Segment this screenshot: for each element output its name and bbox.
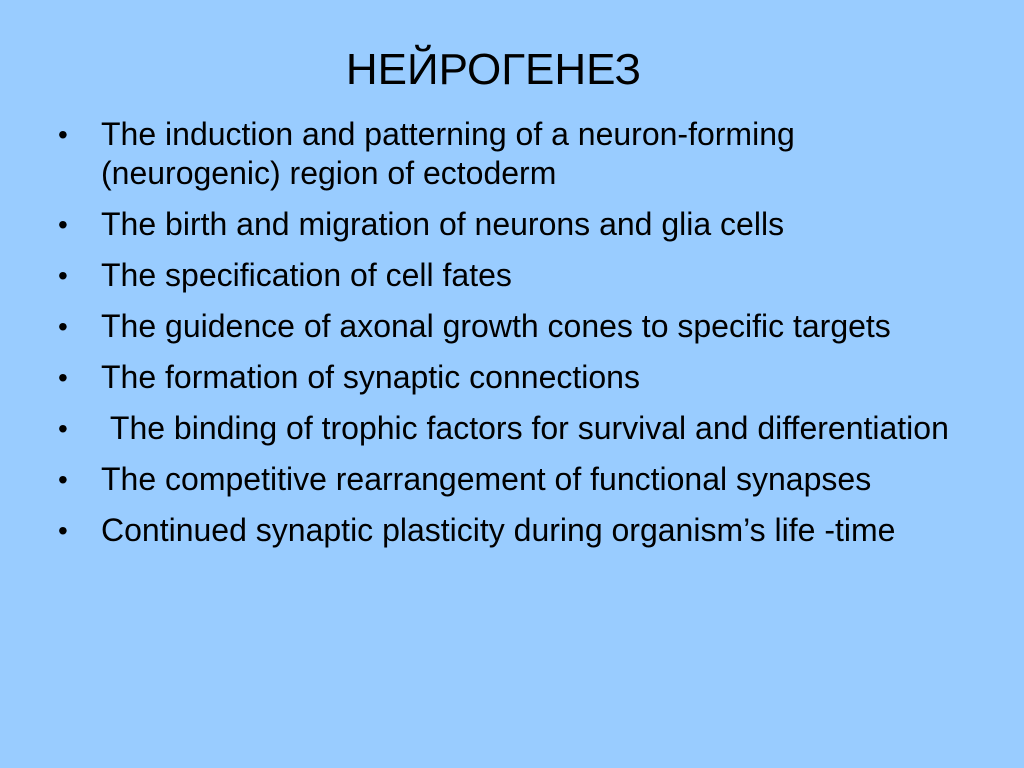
bullet-text: The guidence of axonal growth cones to specific targets <box>101 308 891 344</box>
bullet-item-competitive-rearrangement <box>58 460 978 499</box>
bullet-item-cell-fates <box>58 256 978 295</box>
bullet-item-induction <box>58 115 978 193</box>
bullet-icon: • <box>58 464 68 495</box>
bullet-icon: • <box>58 209 68 240</box>
bullet-text: The birth and migration of neurons and glia cells <box>101 206 785 242</box>
bullet-list <box>58 115 978 550</box>
bullet-item-synaptic-connections <box>58 358 978 397</box>
bullet-text: The specification of cell fates <box>101 257 512 293</box>
bullet-text: The induction and patterning of a neuron-forming (neurogenic) region of ectoderm <box>101 116 795 191</box>
bullet-item-trophic-factors <box>58 409 978 448</box>
bullet-text: The binding of trophic factors for survival and differentiation <box>101 410 949 446</box>
bullet-icon: • <box>58 311 68 342</box>
bullet-item-synaptic-plasticity <box>58 511 978 550</box>
bullet-icon: • <box>58 362 68 393</box>
bullet-icon: • <box>58 413 68 444</box>
slide-title: НЕЙРОГЕНЕЗ <box>345 45 642 94</box>
bullet-text: The formation of synaptic connections <box>101 359 640 395</box>
bullet-icon: • <box>58 119 68 150</box>
bullet-item-birth-migration <box>58 205 978 244</box>
bullet-item-axonal-guidance <box>58 307 978 346</box>
bullet-text: Continued synaptic plasticity during organism’s life -time <box>101 512 896 548</box>
bullet-icon: • <box>58 515 68 546</box>
bullet-icon: • <box>58 260 68 291</box>
bullet-text: The competitive rearrangement of functional synapses <box>101 461 872 497</box>
